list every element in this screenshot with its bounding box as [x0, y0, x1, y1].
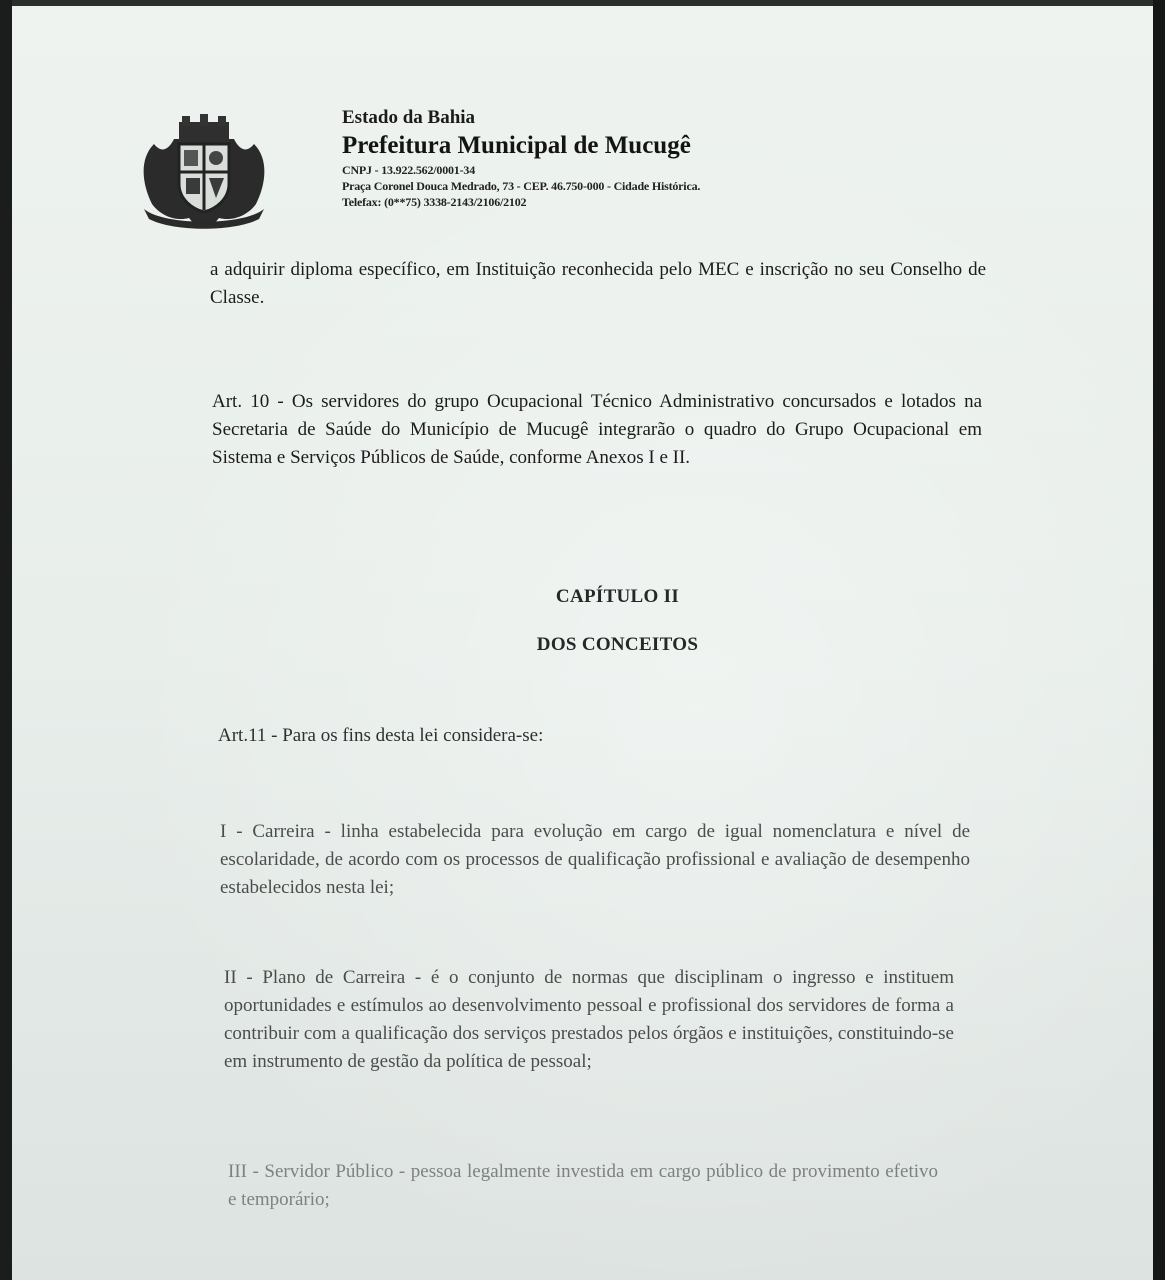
letterhead-prefeitura: Prefeitura Municipal de Mucugê: [342, 132, 691, 159]
monitor-bezel-right: [1153, 0, 1165, 1280]
document-page: [12, 6, 1153, 1280]
monitor-bezel-left: [0, 0, 12, 1280]
chapter-heading: CAPÍTULO II: [555, 586, 680, 607]
chapter-title: DOS CONCEITOS: [536, 634, 699, 655]
paragraph-art-11: Art.11 - Para os fins desta lei considera-se:: [218, 725, 544, 746]
paragraph-intro: a adquirir diploma específico, em Instituição reconhecida pelo MEC e inscrição no seu Conselho de Classe.: [210, 259, 986, 308]
letterhead-address: Praça Coronel Douca Medrado, 73 - CEP. 46.750-000 - Cidade Histórica.: [342, 179, 701, 193]
letterhead-state: Estado da Bahia: [342, 107, 476, 128]
item-i-carreira: I - Carreira - linha estabelecida para evolução em cargo de igual nomenclatura e nível de escolaridade, de acordo com os processos de qualificação profissional e avaliação de desempenho estabelecidos nesta lei;: [220, 821, 970, 898]
letterhead-cnpj: CNPJ - 13.922.562/0001-34: [342, 163, 475, 177]
item-iii-servidor-publico: III - Servidor Público - pessoa legalmente investida em cargo público de provimento efetivo e temporário;: [228, 1161, 938, 1210]
municipal-coat-of-arms-icon: [134, 114, 274, 229]
letterhead: [342, 106, 902, 210]
item-ii-plano-de-carreira: II - Plano de Carreira - é o conjunto de normas que disciplinam o ingresso e instituem oportunidades e estímulos ao desenvolvimento pessoal e profissional dos servidores de forma a contribuir com a qualificação dos serviços prestados pelos órgãos e instituições, constituindo-se em instrumento de gestão da política de pessoal;: [224, 967, 954, 1072]
paragraph-art-10: Art. 10 - Os servidores do grupo Ocupacional Técnico Administrativo concursados e lotados na Secretaria de Saúde do Município de Mucugê integrarão o quadro do Grupo Ocupacional em Sistema e Serviços Públicos de Saúde, conforme Anexos I e II.: [212, 391, 982, 468]
letterhead-phone: Telefax: (0**75) 3338-2143/2106/2102: [342, 195, 527, 209]
